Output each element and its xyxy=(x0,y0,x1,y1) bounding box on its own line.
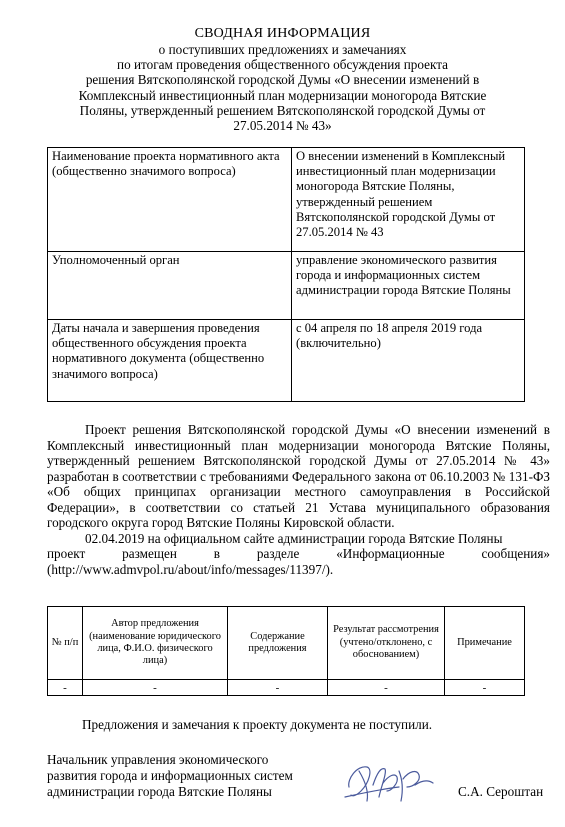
proposals-header-row xyxy=(48,607,525,680)
info-table xyxy=(47,147,525,402)
signatory-name: С.А. Сероштан xyxy=(458,784,544,799)
header-result: Результат рассмотрения (учтено/отклонено, с обоснованием) xyxy=(328,607,445,680)
cell-note: - xyxy=(445,680,525,696)
info-row-authority xyxy=(48,252,525,320)
signatory-line-2: развития города и информационных систем xyxy=(47,768,293,783)
body-paragraph-1: Проект решения Вятскополянской городской Думы «О внесении изменений в Комплексный инвестиционный план модернизации моногорода Вятские Поляны, утвержденный решением Вятскополянской городской Думы от 27.05.2014 № 43» разработан в соответствии с требованиями Федерального закона от 06.10.2003 № 131-ФЗ «Об общих принципах организации местного самоуправления в Российской Федерации», в соответствии со статьей 21 Устава муниципального образования городского округа город Вятские Поляны Кировской области. xyxy=(47,422,550,530)
document-title-block xyxy=(20,26,545,133)
info-label: Наименование проекта нормативного акта (общественно значимого вопроса) xyxy=(48,148,292,252)
info-value: управление экономического развития города и информационных систем администрации города Вятские Поляны xyxy=(292,252,525,320)
info-row-dates xyxy=(48,320,525,402)
proposals-table xyxy=(47,606,525,696)
header-content: Содержание предложения xyxy=(228,607,328,680)
handwritten-signature xyxy=(343,757,445,809)
site-link-text: (http://www.admvpol.ru/about/info/messages/11397/). xyxy=(47,561,334,577)
body-text xyxy=(47,422,550,577)
cell-content: - xyxy=(228,680,328,696)
signatory-position xyxy=(47,752,293,800)
table-row xyxy=(48,680,525,696)
no-proposals-statement: Предложения и замечания к проекту документа не поступили. xyxy=(82,717,433,732)
title-line-1: о поступивших предложениях и замечаниях xyxy=(158,42,407,57)
info-value: с 04 апреля по 18 апреля 2019 года (включительно) xyxy=(292,320,525,402)
body-paragraph-2-line-1: 02.04.2019 на официальном сайте администрации города Вятские Поляны xyxy=(85,530,503,546)
title-line-6: 27.05.2014 № 43» xyxy=(233,118,332,134)
title-line-5: Поляны, утвержденный решением Вятскополянской городской Думы от xyxy=(79,102,486,118)
body-paragraph-2-line-2: проект размещен в разделе «Информационные сообщения» xyxy=(47,546,550,561)
header-number: № п/п xyxy=(48,607,83,680)
info-label: Даты начала и завершения проведения общественного обсуждения проекта нормативного документа (общественно значимого вопроса) xyxy=(48,320,292,402)
info-label: Уполномоченный орган xyxy=(48,252,292,320)
cell-author: - xyxy=(83,680,228,696)
title-line-2: по итогам проведения общественного обсуждения проекта xyxy=(117,57,448,73)
title-line-3: решения Вятскополянской городской Думы «О внесении изменений в xyxy=(85,72,480,88)
info-value: О внесении изменений в Комплексный инвестиционный план модернизации моногорода Вятские Поляны, утвержденный решением Вятскополянской городской Думы от 27.05.2014 № 43 xyxy=(292,148,525,252)
signatory-line-1: Начальник управления экономического xyxy=(47,752,269,767)
title-line-4: Комплексный инвестиционный план модернизации моногорода Вятские xyxy=(78,87,487,103)
header-author: Автор предложения (наименование юридического лица, Ф.И.О. физического лица) xyxy=(83,607,228,680)
info-row-project-name xyxy=(48,148,525,252)
cell-result: - xyxy=(328,680,445,696)
signatory-line-3: администрации города Вятские Поляны xyxy=(47,784,272,799)
cell-number: - xyxy=(48,680,83,696)
document-title: СВОДНАЯ ИНФОРМАЦИЯ xyxy=(194,26,371,41)
header-note: Примечание xyxy=(445,607,525,680)
